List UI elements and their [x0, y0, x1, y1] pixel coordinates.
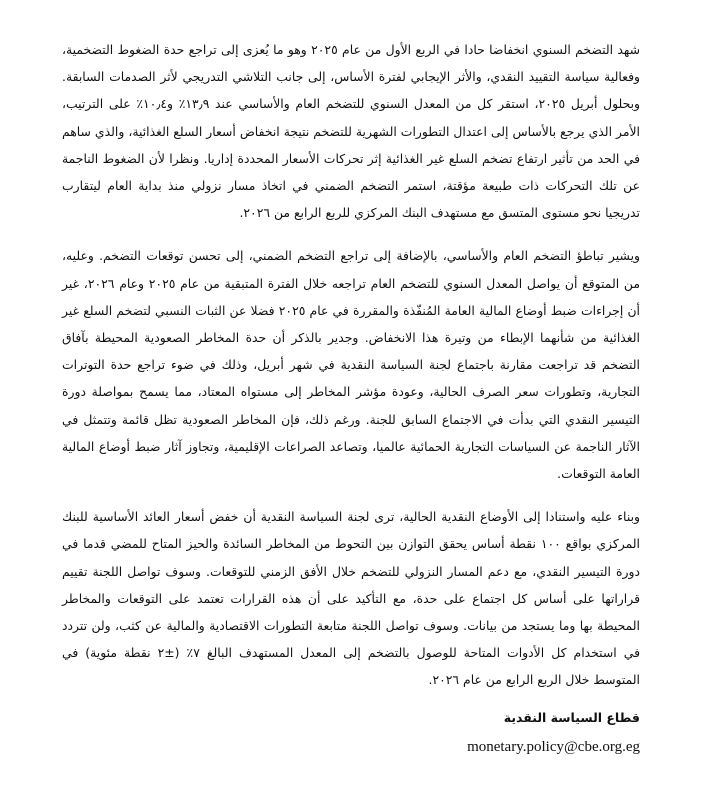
document-footer	[467, 710, 640, 756]
department-name: قطاع السياسة النقدية	[503, 710, 640, 725]
paragraph-inflation-developments: شهد التضخم السنوي انخفاضا حادا في الربع الأول من عام ٢٠٢٥ وهو ما يُعزى إلى تراجع حدة الضغوط التضخمية، وفعالية سياسة التقييد النقدي، والأثر الإيجابي لفترة الأساس، إلى جانب التلاشي التدريجي لأثر الصدمات السابقة. وبحلول أبريل ٢٠٢٥، استقر كل من المعدل السنوي للتضخم العام والأساسي عند ١٣٫٩٪ و١٠٫٤٪ على الترتيب، الأمر الذي يرجع بالأساس إلى اعتدال التطورات الشهرية للتضخم نتيجة انخفاض أسعار السلع الغذائية، والذي ساهم في الحد من تأثير ارتفاع تضخم السلع غير الغذائية إثر تحركات الأسعار المحددة إداريا. ونظرا لأن الضغوط الناجمة عن تلك التحركات ذات طبيعة مؤقتة، استمر التضخم الضمني في اتخاذ مسار نزولي منذ بداية العام ليتقارب تدريجيا نحو مستوى المتسق مع مستهدف البنك المركزي للربع الرابع من ٢٠٢٦.	[62, 42, 641, 221]
paragraph-policy-decision: وبناء عليه واستنادا إلى الأوضاع النقدية الحالية، ترى لجنة السياسة النقدية أن خفض أسعار العائد الأساسية للبنك المركزي بواقع ١٠٠ نقطة أساس يحقق التوازن بين التحوط من المخاطر السائدة والحيز المتاح للمضي قدما في دورة التيسير النقدي، مع دعم المسار النزولي للتضخم خلال الأفق الزمني للتوقعات. وسوف تواصل اللجنة تقييم قراراتها على أساس كل اجتماع على حدة، مع التأكيد على أن هذه القرارات تعتمد على التوقعات والمخاطر المحيطة بها وما يستجد من بيانات. وسوف تواصل اللجنة متابعة التطورات الاقتصادية والمالية عن كثب، ولن تتردد في استخدام كل الأدوات المتاحة للوصول بالتضخم إلى المعدل المستهدف البالغ ٧٪ (±٢ نقطة مئوية) في المتوسط خلال الربع الرابع من عام ٢٠٢٦.	[62, 509, 641, 688]
document-body	[62, 36, 640, 694]
contact-email[interactable]: monetary.policy@cbe.org.eg	[467, 739, 640, 755]
paragraph-inflation-outlook: ويشير تباطؤ التضخم العام والأساسي، بالإضافة إلى تراجع التضخم الضمني، إلى تحسن توقعات التضخم. وعليه، من المتوقع أن يواصل المعدل السنوي للتضخم العام تراجعه خلال الفترة المتبقية من عام ٢٠٢٥ وعام ٢٠٢٦، غير أن إجراءات ضبط أوضاع المالية العامة المُنفّذة والمقررة في عام ٢٠٢٥ فضلا عن الثبات النسبي لتضخم السلع غير الغذائية من شأنهما الإبطاء من وتيرة هذا الانخفاض. وجدير بالذكر أن حدة المخاطر الصعودية المحيطة بآفاق التضخم قد تراجعت مقارنة باجتماع لجنة السياسة النقدية في شهر أبريل، وذلك في ضوء تراجع حدة التوترات التجارية، وتطورات سعر الصرف الحالية، وعودة مؤشر المخاطر إلى مستواه المعتاد، مما يسمح بمواصلة دورة التيسير النقدي التي بدأت في الاجتماع السابق للجنة. ورغم ذلك، فإن المخاطر الصعودية تظل قائمة وتتمثل في الآثار الناجمة عن السياسات التجارية الحمائية عالميا، وتصاعد الصراعات الإقليمية، وتجاوز آثار ضبط أوضاع المالية العامة التوقعات.	[62, 248, 640, 482]
